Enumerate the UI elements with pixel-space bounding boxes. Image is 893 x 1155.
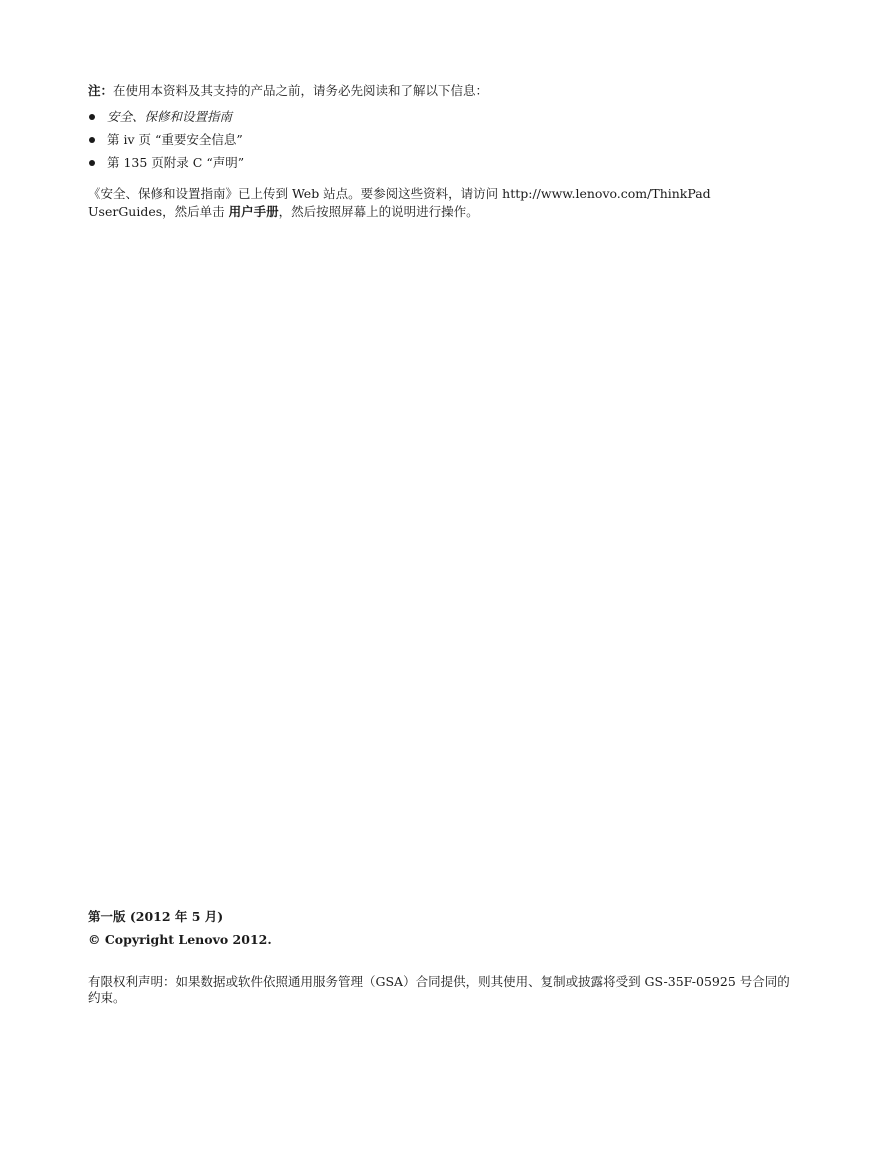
restricted-rights-text: 有限权利声明：如果数据或软件依照通用服务管理（GSA）合同提供，则其使用、复制或披露将受到 GS-35F-05925 号合同的约束。 <box>88 974 790 1006</box>
list-item <box>88 131 800 149</box>
edition-date: 第一版 (2012 年 5 月) <box>88 909 224 924</box>
copyright-line: © Copyright Lenovo 2012. <box>88 932 272 948</box>
bullet-icon <box>89 114 95 120</box>
edition-section <box>88 908 800 954</box>
guides-text-before: 《安全、保修和设置指南》已上传到 Web 站点。要参阅这些资料，请访问 http://www.lenovo.com/ThinkPad UserGuides，然后单击 <box>88 185 711 219</box>
required-reading-list <box>88 108 800 172</box>
restricted-rights-notice <box>88 974 800 1007</box>
notices-reference: 第 135 页附录 C “声明” <box>107 155 245 171</box>
note-line <box>88 82 800 100</box>
user-guides-link-label: 用户手册 <box>228 203 279 219</box>
list-item <box>88 154 800 172</box>
notice-section <box>88 82 800 221</box>
safety-info-reference: 第 iv 页 “重要安全信息” <box>107 132 243 148</box>
list-item <box>88 108 800 126</box>
safety-guide-title: 安全、保修和设置指南 <box>107 109 233 125</box>
note-intro: 在使用本资料及其支持的产品之前，请务必先阅读和了解以下信息： <box>113 83 489 98</box>
bullet-icon <box>89 160 95 166</box>
note-label: 注： <box>88 83 114 98</box>
bullet-icon <box>89 137 95 143</box>
guides-paragraph <box>88 185 800 221</box>
guides-text-after: ，然后按照屏幕上的说明进行操作。 <box>278 203 479 219</box>
